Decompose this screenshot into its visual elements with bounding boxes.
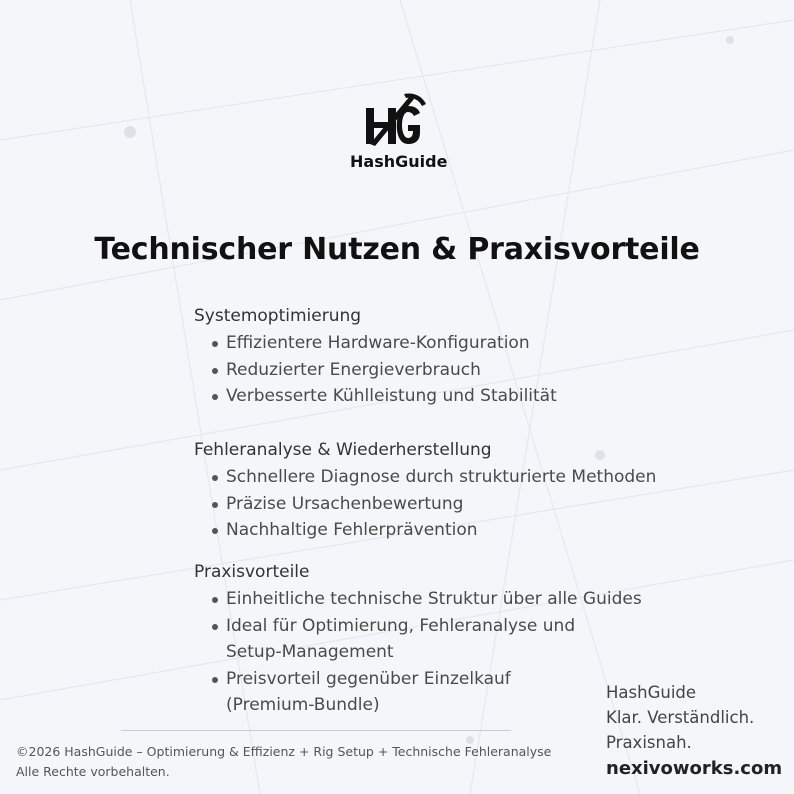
list-item: Reduzierter Energieverbrauch xyxy=(194,357,557,384)
pickaxe-hg-logo-icon xyxy=(364,92,428,150)
bullet-list xyxy=(194,586,642,719)
list-item: Präzise Ursachenbewertung xyxy=(194,491,656,518)
list-item: Effizientere Hardware-Konfiguration xyxy=(194,330,557,357)
list-item: Schnellere Diagnose durch strukturierte Methoden xyxy=(194,464,656,491)
brand-tagline-1: Klar. Verständlich. xyxy=(606,708,755,727)
bullet-list xyxy=(194,330,557,410)
section-heading: Praxisvorteile xyxy=(194,562,310,582)
bullet-list xyxy=(194,464,656,544)
list-item-continuation: Setup-Management xyxy=(226,642,394,662)
list-item: Einheitliche technische Struktur über alle Guides xyxy=(194,586,642,613)
list-item: Preisvorteil gegenüber Einzelkauf xyxy=(194,666,642,693)
brand-website-link[interactable]: nexivoworks.com xyxy=(606,758,783,779)
footer-copyright: ©2026 HashGuide – Optimierung & Effizienz + Rig Setup + Technische Fehleranalyse xyxy=(16,744,552,759)
section-systemoptimierung xyxy=(194,303,557,410)
section-praxisvorteile xyxy=(194,559,642,719)
list-item-continuation: (Premium-Bundle) xyxy=(226,695,380,715)
list-item: Ideal für Optimierung, Fehleranalyse und xyxy=(194,613,642,640)
list-item: Nachhaltige Fehlerprävention xyxy=(194,517,656,544)
list-item: Verbesserte Kühlleistung und Stabilität xyxy=(194,383,557,410)
footer-rights: Alle Rechte vorbehalten. xyxy=(16,764,170,779)
section-fehleranalyse xyxy=(194,437,656,544)
brand-block xyxy=(606,680,782,783)
page-title: Technischer Nutzen & Praxisvorteile xyxy=(94,232,700,267)
logo-name: HashGuide xyxy=(350,152,448,171)
brand-name: HashGuide xyxy=(606,683,697,702)
brand-tagline-2: Praxisnah. xyxy=(606,733,692,752)
footer xyxy=(16,742,551,782)
section-heading: Systemoptimierung xyxy=(194,306,362,326)
logo xyxy=(350,92,448,171)
section-heading: Fehleranalyse & Wiederherstellung xyxy=(194,440,492,460)
footer-divider xyxy=(121,730,511,731)
